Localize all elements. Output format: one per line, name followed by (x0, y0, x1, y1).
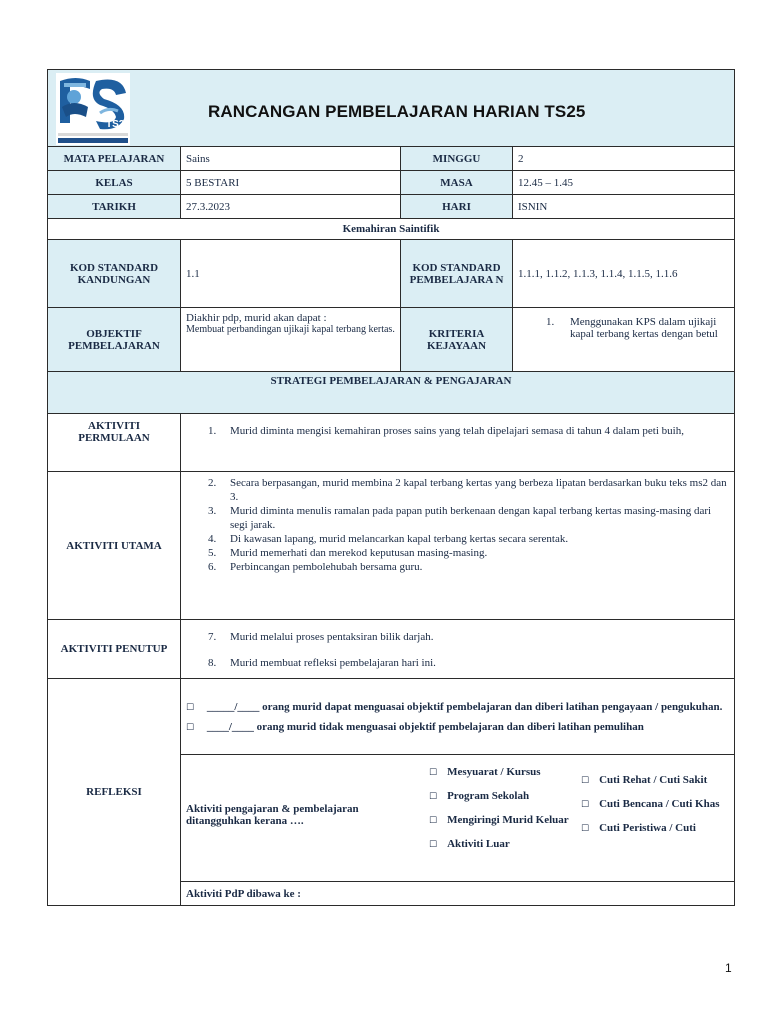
subject-label: MATA PELAJARAN (48, 147, 181, 171)
header-row (48, 70, 735, 147)
activity-number: 4. (208, 533, 217, 545)
date-value: 27.3.2023 (181, 195, 401, 219)
reason-label: Program Sekolah (447, 790, 530, 802)
reason-label: Mesyuarat / Kursus (447, 766, 541, 778)
objective-label: OBJEKTIF PEMBELAJARAN (48, 308, 181, 372)
checkbox-icon[interactable]: ☐ (581, 776, 590, 786)
reason-option[interactable] (429, 785, 569, 809)
checkbox-icon[interactable]: ☐ (429, 840, 438, 850)
closing-cell (181, 620, 735, 679)
checkbox-icon[interactable]: ☐ (429, 768, 438, 778)
checkbox-icon[interactable]: ☐ (581, 824, 590, 834)
carry-forward-row: Aktiviti PdP dibawa ke : (181, 882, 735, 906)
not-mastered-text: orang murid tidak menguasai objektif pembelajaran dan diberi latihan pemulihan (256, 720, 644, 733)
page-title: RANCANGAN PEMBELAJARAN HARIAN TS25 (208, 102, 586, 121)
activity-text: Murid melalui proses pentaksiran bilik darjah. (230, 631, 434, 643)
reasons-left-list (429, 761, 569, 857)
postponed-label: Aktiviti pengajaran & pembelajaran ditangguhkan kerana …. (186, 803, 359, 827)
learning-standard-value: 1.1.1, 1.1.2, 1.1.3, 1.1.4, 1.1.5, 1.1.6 (513, 240, 735, 308)
activity-number: 6. (208, 561, 217, 573)
reason-label: Mengiringi Murid Keluar (447, 814, 569, 826)
time-value: 12.45 – 1.45 (513, 171, 735, 195)
ts25-logo (56, 73, 130, 145)
reflection-line-not-mastered (186, 718, 729, 738)
activity-item (208, 546, 729, 560)
not-mastered-blank[interactable]: ____/____ (206, 720, 254, 733)
checkbox-icon[interactable]: ☐ (429, 792, 438, 802)
criteria-text: Menggunakan KPS dalam ujikaji kapal terbang kertas dengan betul (570, 316, 718, 340)
activity-text: Murid membuat refleksi pembelajaran hari ini. (230, 657, 436, 669)
mastered-text: orang murid dapat menguasai objektif pembelajaran dan diberi latihan pengayaan / pengukuhan. (262, 700, 723, 713)
activity-item (208, 532, 729, 546)
activity-text: Murid diminta mengisi kemahiran proses sains yang telah dipelajari semasa di tahun 4 dalam peti buih, (230, 425, 684, 437)
reason-option[interactable] (581, 793, 735, 817)
activity-number: 5. (208, 547, 217, 559)
reason-option[interactable] (429, 761, 569, 785)
opening-label: AKTIVITI PERMULAAN (48, 414, 181, 472)
reason-label: Cuti Rehat / Cuti Sakit (599, 774, 708, 786)
reasons-right-list (581, 769, 735, 841)
activity-number: 2. (208, 477, 217, 489)
activity-number: 7. (208, 631, 217, 643)
checkbox-icon[interactable]: ☐ (186, 702, 195, 713)
reason-option[interactable] (581, 769, 735, 793)
reason-label: Cuti Peristiwa / Cuti (599, 822, 696, 834)
skill-row: Kemahiran Saintifik (48, 219, 735, 240)
content-standard-value: 1.1 (181, 240, 401, 308)
postponed-cell (181, 755, 735, 882)
checkbox-icon[interactable]: ☐ (581, 800, 590, 810)
time-label: MASA (401, 171, 513, 195)
reason-label: Aktiviti Luar (447, 838, 510, 850)
mastered-blank[interactable]: _____/____ (206, 700, 260, 713)
activity-number: 3. (208, 505, 217, 517)
activity-item (208, 624, 729, 650)
reason-option[interactable] (429, 833, 569, 857)
activity-item (208, 420, 729, 442)
class-label: KELAS (48, 171, 181, 195)
activity-item (208, 560, 729, 574)
objective-intro: Diakhir pdp, murid akan dapat : (186, 312, 327, 324)
activity-item (208, 504, 729, 532)
lesson-plan-table (47, 69, 735, 906)
opening-cell (181, 414, 735, 472)
main-activity-list (186, 476, 729, 574)
reason-label: Cuti Bencana / Cuti Khas (599, 798, 720, 810)
page-number: 1 (725, 961, 732, 975)
reflection-label: REFLEKSI (48, 679, 181, 906)
date-label: TARIKH (48, 195, 181, 219)
class-value: 5 BESTARI (181, 171, 401, 195)
reflection-outcome-cell (181, 679, 735, 755)
activity-item (208, 476, 729, 504)
criteria-label: KRITERIA KEJAYAAN (401, 308, 513, 372)
reason-option[interactable] (429, 809, 569, 833)
reflection-line-mastered (186, 698, 729, 718)
week-label: MINGGU (401, 147, 513, 171)
main-activity-label: AKTIVITI UTAMA (48, 472, 181, 620)
day-label: HARI (401, 195, 513, 219)
lesson-plan-page (47, 69, 734, 906)
opening-list (186, 420, 729, 442)
svg-text:TS25: TS25 (106, 119, 130, 130)
day-value: ISNIN (513, 195, 735, 219)
activity-text: Murid memerhati dan merekod keputusan masing-masing. (230, 547, 488, 559)
activity-text: Perbincangan pembolehubah bersama guru. (230, 561, 423, 573)
strategy-heading: STRATEGI PEMBELAJARAN & PENGAJARAN (48, 372, 735, 414)
subject-value: Sains (181, 147, 401, 171)
activity-item (208, 650, 729, 676)
activity-number: 1. (208, 425, 217, 437)
objective-text: Membuat perbandingan ujikaji kapal terbang kertas. (186, 324, 395, 335)
criteria-cell (513, 308, 735, 372)
closing-list (186, 624, 729, 676)
learning-standard-label: KOD STANDARD PEMBELAJARA N (401, 240, 513, 308)
activity-text: Secara berpasangan, murid membina 2 kapal terbang kertas yang berbeza lipatan berdasarkan buku teks ms2 dan 3. (230, 477, 727, 503)
closing-label: AKTIVITI PENUTUP (48, 620, 181, 679)
checkbox-icon[interactable]: ☐ (429, 816, 438, 826)
checkbox-icon[interactable]: ☐ (186, 722, 195, 733)
criteria-number: 1. (546, 316, 555, 328)
activity-text: Di kawasan lapang, murid melancarkan kapal terbang kertas secara serentak. (230, 533, 569, 545)
objective-cell (181, 308, 401, 372)
main-activity-cell (181, 472, 735, 620)
activity-text: Murid diminta menulis ramalan pada papan putih berkenaan dengan kapal terbang kertas masing-masing dari segi jarak. (230, 505, 712, 531)
activity-number: 8. (208, 657, 217, 669)
reason-option[interactable] (581, 817, 735, 841)
week-value: 2 (513, 147, 735, 171)
content-standard-label: KOD STANDARD KANDUNGAN (48, 240, 181, 308)
